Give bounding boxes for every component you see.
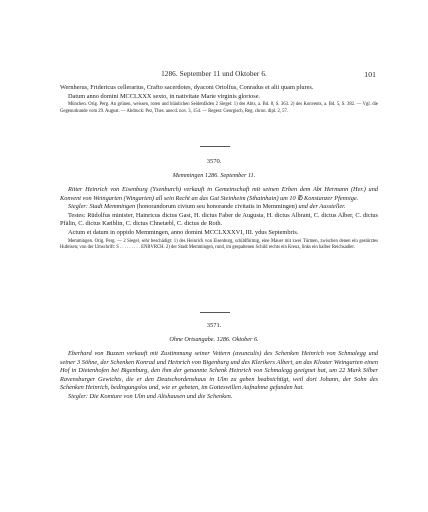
witness-list: Testes: Rüdolfus minister, Hainricus dictus Gast, H. dictus Faber de Augusta, H. dictus Albrant, C. dictus Alber, C. dictus Pfälin, C. dictus Kæiblin, C. dictus Chnetæbl, C. dictus de Roth.: [60, 211, 378, 228]
archival-note: München. Orig. Perg. An grünen, weissen, roten und bläulichen Seidenfäden 2 Siegel: 1) des Abts, a. Bd. 8, S. 363. 2) des Konvents, a. Bd. 5, S. 382. — Vgl. die Gegenurkunde vom 29. August. — Abdruck: Pez, Thes. anecd. nov. 3, 154. — Regest: Georgisch, Reg. chron. dipl. 2, 57.: [60, 102, 378, 114]
dating-clause: Datum anno domini MCCLXXX sexto, in nativitate Marie virginis gloriose.: [68, 92, 261, 100]
archival-note: Memmingen. Orig. Perg. — 2 Siegel, sehr beschädigt: 1) des Heinrich von Eisenburg, schildförmig, eine Mauer mit zwei Türmen, zwischen denen ein gestürztes Hufeisen; von der Umschrift: S . . . . . . . . . ENBVRCH. 2) der Stadt Memmingen, rund, im gespaltenen Schild rechts ein Kreuz, links ein halber Reichsadler.: [60, 238, 378, 251]
separator-rule: [200, 312, 230, 313]
document-3571-body: [60, 350, 378, 402]
document-3570-body: [60, 186, 378, 252]
document-number-3571: 3571.: [206, 322, 222, 329]
document-number-3570: 3570.: [206, 158, 222, 165]
dating-clause: Actum et datum in oppido Memmingen, anno domini MCCLXXXVI, III. ydus Septembris.: [68, 228, 299, 236]
regest-summary: Eberhard von Buzzen verkauft mit Zustimmung seiner Vettern (avunculis) des Schenken Heinrich von Schmalegg und seiner 3 Söhne, der Schenken Konrad und Heinrich von Bigenburg und des Klerikers Albert, an das Kloster Weingarten einen Hof in Dietenhofen bei Bigenburg, den ihm der genannte Schenk Heinrich von Schmalegg geeignet hat, um 22 Mark Silber Ravensburger Gewichts, die er den Deutschordenshaus in Ulm zu geben beabsichtigt, weil dort Johann, der Sohn des Schenken Heinrich, bedingungslos und, wie er gebeten, im Gotteswillen Aufnahme gefunden hat.: [60, 350, 378, 392]
regest-summary: Ritter Heinrich von Eisenburg (Ysenburch) verkauft in Gemeinschaft mit seinen Erben dem Abt Hermann (Her.) und Konvent von Weingarten (Wingarten) all sein Recht an das Gut Steinheim (Sthainhain) um 10 ℔ Konstanzer Pfennige.: [60, 186, 378, 202]
sealer-label: Siegler: Stadt Memmingen: [68, 203, 136, 211]
sealer-rest: und der Aussteller.: [298, 203, 346, 211]
sealer-latin: (honorandorum civium seu honorande civitatis in Memmingen): [135, 203, 299, 211]
running-title: 1286. September 11 und Oktober 6.: [161, 70, 267, 78]
document-date-3570: Memmingen 1286. September 11.: [172, 172, 256, 179]
separator-rule: [200, 146, 230, 147]
sealer-line: Siegler: Die Komture von Ulm und Altshausen und die Schenken.: [68, 392, 233, 400]
witness-list-end: Wernherus, Fridericus cellerarius, Crafto sacerdotes, dyaconi Ortolfus, Conradus et alii quam plures.: [60, 84, 314, 91]
previous-document-tail: [60, 84, 378, 115]
page-number: 101: [364, 70, 376, 79]
sealer-line: [60, 203, 378, 212]
document-date-3571: Ohne Ortsangabe. 1286. Oktober 6.: [169, 336, 259, 343]
